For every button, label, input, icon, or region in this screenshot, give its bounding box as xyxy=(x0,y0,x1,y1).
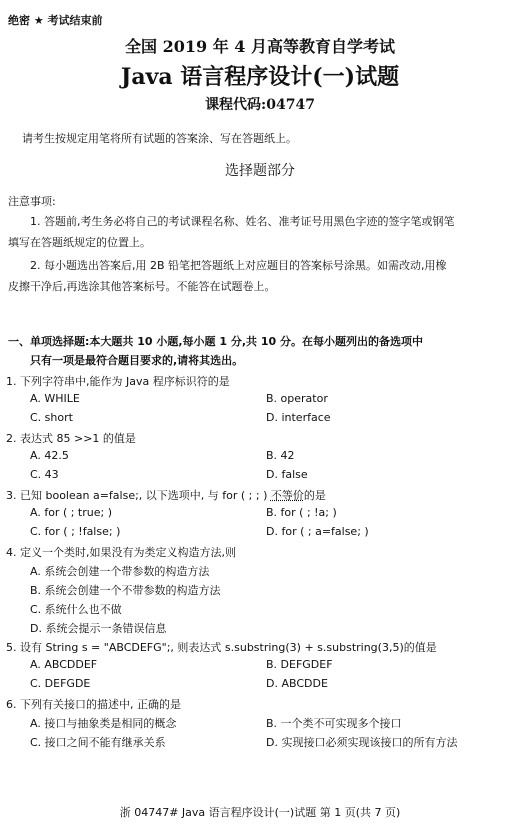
notice-item-2-line2: 皮擦干净后,再选涂其他答案标号。不能答在试题卷上。 xyxy=(8,280,276,293)
notice-item-1-line2: 填写在答题纸规定的位置上。 xyxy=(8,236,151,249)
question-6-stem: 6. 下列有关接口的描述中, 正确的是 xyxy=(6,698,181,711)
question-3-option-c: C. for ( ; !false; ) xyxy=(30,525,121,538)
question-3-option-b: B. for ( ; !a; ) xyxy=(266,506,337,519)
page-footer: 浙 04747# Java 语言程序设计(一)试题 第 1 页(共 7 页) xyxy=(119,806,401,819)
question-6-option-d: D. 实现接口必须实现该接口的所有方法 xyxy=(266,736,458,749)
exam-title: 全国 2019 年 4 月高等教育自学考试 xyxy=(125,37,395,56)
question-6-option-b: B. 一个类不可实现多个接口 xyxy=(266,717,402,730)
question-3-stem-post: 的是 xyxy=(303,489,326,502)
question-2-stem: 2. 表达式 85 >>1 的值是 xyxy=(6,432,136,445)
question-1-option-b: B. operator xyxy=(266,392,328,405)
question-4-option-b: B. 系统会创建一个不带参数的构造方法 xyxy=(30,584,221,597)
question-6-option-a: A. 接口与抽象类是相同的概念 xyxy=(30,717,177,730)
part-one-heading: 一、单项选择题:本大题共 10 小题,每小题 1 分,共 10 分。在每小题列出的备选项中 xyxy=(8,335,424,348)
question-3-stem-pre: 3. 已知 boolean a=false;, 以下选项中, 与 for ( ; ; ) xyxy=(6,489,271,502)
notice-heading: 注意事项: xyxy=(8,195,56,208)
question-3-option-a: A. for ( ; true; ) xyxy=(30,506,113,519)
question-5-stem: 5. 设有 String s = "ABCDEFG";, 则表达式 s.substring(3) + s.substring(3,5)的值是 xyxy=(6,641,437,654)
notice-item-1-line1: 1. 答题前,考生务必将自己的考试课程名称、姓名、准考证号用黑色字迹的签字笔或钢笔 xyxy=(30,215,455,228)
question-1-option-a: A. WHILE xyxy=(30,392,80,405)
notice-item-2-line1: 2. 每小题选出答案后,用 2B 铅笔把答题纸上对应题目的答案标号涂黑。如需改动,用橡 xyxy=(30,259,447,272)
part-one-heading-line2: 只有一项是最符合题目要求的,请将其选出。 xyxy=(30,354,244,367)
question-2-option-c: C. 43 xyxy=(30,468,59,481)
course-title: Java 语言程序设计(一)试题 xyxy=(120,64,400,90)
question-2-option-b: B. 42 xyxy=(266,449,295,462)
question-1-option-d: D. interface xyxy=(266,411,331,424)
question-3-option-d: D. for ( ; a=false; ) xyxy=(266,525,369,538)
question-4-stem: 4. 定义一个类时,如果没有为类定义构造方法,则 xyxy=(6,546,236,559)
question-1-stem: 1. 下列字符串中,能作为 Java 程序标识符的是 xyxy=(6,375,230,388)
section-title: 选择题部分 xyxy=(225,163,295,179)
question-5-option-d: D. ABCDDE xyxy=(266,677,328,690)
question-1-option-c: C. short xyxy=(30,411,73,424)
question-3-emphasis: 不等价 xyxy=(270,489,304,502)
question-4-option-c: C. 系统什么也不做 xyxy=(30,603,122,616)
answer-instruction: 请考生按规定用笔将所有试题的答案涂、写在答题纸上。 xyxy=(22,132,297,145)
question-5-option-b: B. DEFGDEF xyxy=(266,658,333,671)
question-3-stem xyxy=(6,487,326,503)
course-code: 课程代码:04747 xyxy=(205,97,315,113)
question-2-option-a: A. 42.5 xyxy=(30,449,69,462)
secret-mark: 绝密 ★ 考试结束前 xyxy=(8,14,103,27)
question-5-option-c: C. DEFGDE xyxy=(30,677,91,690)
question-2-option-d: D. false xyxy=(266,468,308,481)
question-4-option-a: A. 系统会创建一个带参数的构造方法 xyxy=(30,565,210,578)
question-4-option-d: D. 系统会提示一条错误信息 xyxy=(30,622,167,635)
question-5-option-a: A. ABCDDEF xyxy=(30,658,98,671)
question-6-option-c: C. 接口之间不能有继承关系 xyxy=(30,736,166,749)
